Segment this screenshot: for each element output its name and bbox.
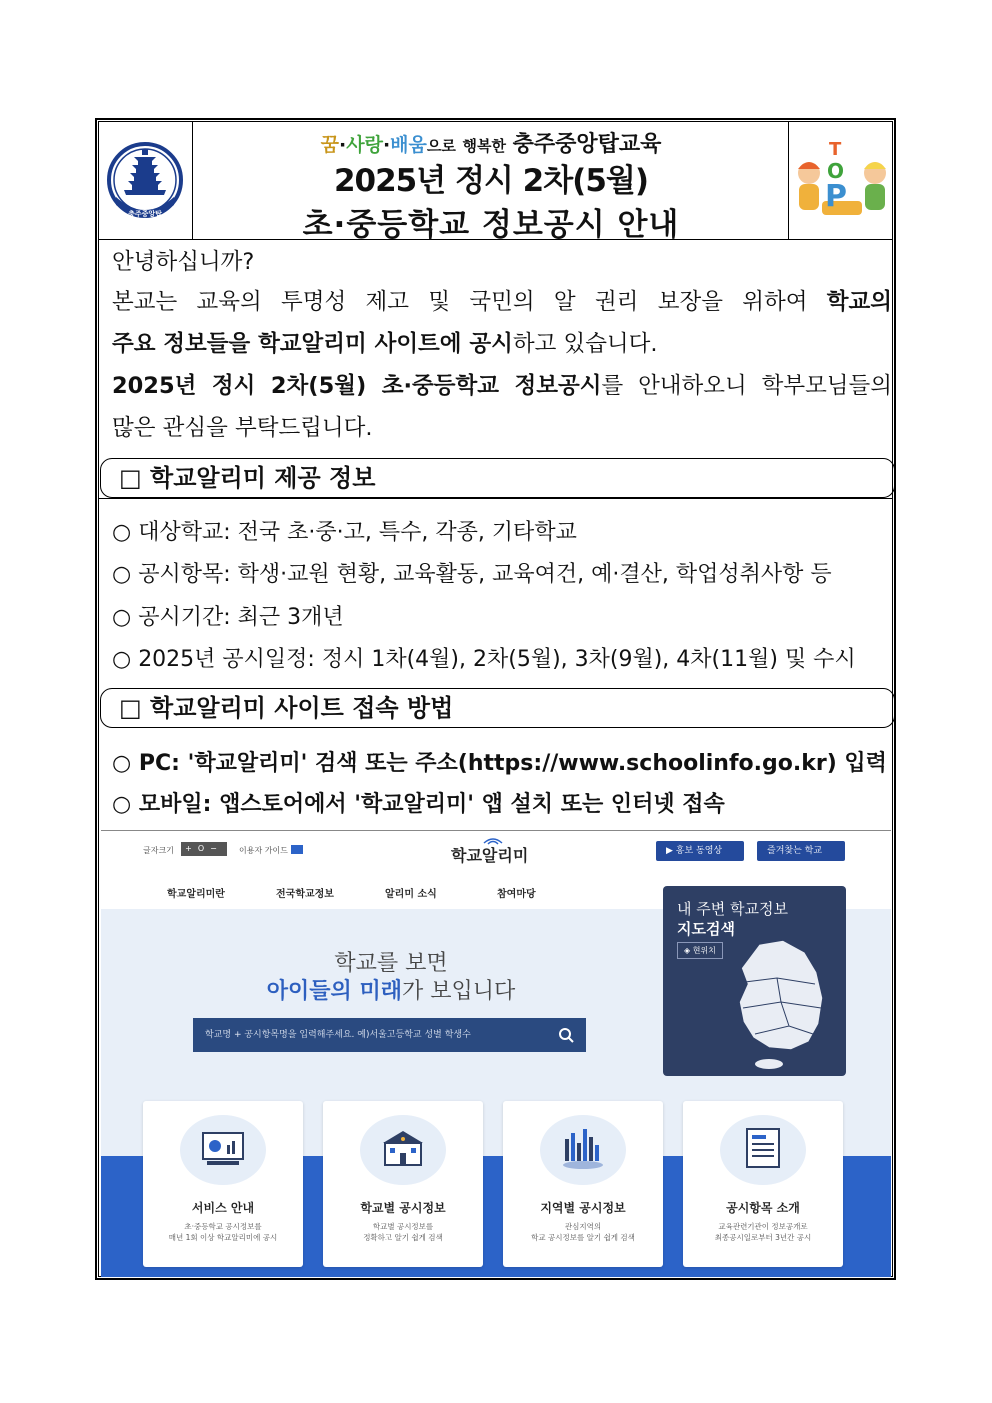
- intro-paragraph-2-line-2: 많은 관심을 부탁드립니다.: [112, 415, 373, 441]
- pagoda-logo-icon: [98, 121, 192, 239]
- card-desc: 초·중등학교 공시정보를: [184, 1222, 262, 1231]
- card-desc: 정확하고 알기 쉽게 검색: [363, 1233, 443, 1242]
- section-heading-access-method: □ 학교알리미 사이트 접속 방법: [100, 688, 895, 728]
- mascot-cell: [788, 121, 893, 239]
- schoolinfo-site-screenshot: [101, 830, 891, 1277]
- card-desc: 학교 공시정보를 알기 쉽게 검색: [531, 1233, 635, 1242]
- site-topbar: [101, 831, 891, 873]
- hero-line-2: [101, 974, 681, 1005]
- mascot-letter-t: T: [829, 139, 842, 160]
- service-card-item-intro[interactable]: [683, 1101, 843, 1267]
- card-desc: 교육관련기관이 정보공개로: [718, 1222, 808, 1231]
- service-card-service-info[interactable]: [143, 1101, 303, 1267]
- hero-highlight: 아이들의 미래: [266, 979, 402, 1004]
- intro-text: 를 안내하오니 학부모님들의: [601, 373, 893, 399]
- slogan-sarang: 사랑: [346, 134, 383, 156]
- site-search-input[interactable]: 학교명 + 공시항목명을 입력해주세요. 예)서울고등학교 성별 학생수: [193, 1018, 586, 1052]
- slogan-euro: 으로: [426, 137, 456, 155]
- list-item: ○ 2025년 공시일정: 정시 1차(4월), 2차(5월), 3차(9월), 4차(11월) 및 수시: [112, 647, 856, 672]
- slogan-dot: ·: [382, 134, 391, 156]
- logo-caption: 충주중앙탑: [128, 210, 162, 218]
- card-title: 서비스 안내: [191, 1201, 255, 1215]
- font-size-label: 글자크기: [143, 846, 174, 855]
- nav-item[interactable]: 알리미 소식: [385, 889, 437, 900]
- nav-item[interactable]: 학교알리미란: [167, 889, 225, 900]
- search-icon[interactable]: [558, 1027, 574, 1043]
- school-logo-cell: [98, 121, 193, 239]
- intro-paragraph-1-line-1: [112, 281, 892, 324]
- intro-text: 본교는 교육의 투명성 제고 및 국민의 알 권리 보장을 위하여: [112, 289, 827, 315]
- mascot-letter-o: O: [827, 159, 845, 183]
- card-title: 공시항목 소개: [726, 1201, 800, 1215]
- map-title-2: 지도검색: [677, 920, 735, 938]
- service-card-region-info[interactable]: [503, 1101, 663, 1267]
- monitor-icon: [291, 845, 303, 854]
- list-item: ○ PC: '학교알리미' 검색 또는 주소(https://www.schoolinfo.go.kr) 입력: [112, 751, 887, 776]
- card-desc: 최종공시일로부터 3년간 공시: [714, 1233, 812, 1242]
- intro-bold: 학교의: [826, 289, 892, 315]
- divider: [98, 498, 893, 499]
- slogan-baeum: 배움: [390, 134, 427, 156]
- slogan-dot: ·: [339, 134, 347, 156]
- monitor-chart-icon: [199, 1129, 247, 1171]
- region-bars-icon: [559, 1125, 607, 1171]
- map-title-1: 내 주변 학교정보: [677, 900, 788, 918]
- slogan-kkum: 꿈: [320, 134, 339, 156]
- list-item: ○ 모바일: 앱스토어에서 '학교알리미' 앱 설치 또는 인터넷 접속: [112, 792, 725, 817]
- intro-bold: 2025년 정시 2차(5월) 초·중등학교 정보공시: [112, 373, 602, 399]
- current-location-button[interactable]: ◈ 현위치: [677, 942, 723, 959]
- section-heading-provided-info: □ 학교알리미 제공 정보: [100, 458, 895, 498]
- intro-paragraph-2-line-1: [112, 365, 892, 408]
- service-card-school-info[interactable]: [323, 1101, 483, 1267]
- title-line-2: 초·중등학교 정보공시 안내: [302, 207, 680, 243]
- slogan: [193, 127, 789, 158]
- school-building-icon: [379, 1127, 427, 1171]
- map-search-card[interactable]: [663, 886, 846, 1076]
- title-line-1: 2025년 정시 2차(5월): [333, 163, 649, 199]
- title-cell: [193, 121, 789, 243]
- nav-item[interactable]: 전국학교정보: [276, 889, 334, 900]
- font-reset[interactable]: O: [197, 844, 211, 853]
- card-desc: 매년 1회 이상 학교알리미에 공시: [168, 1233, 278, 1242]
- card-desc: 학교별 공시정보를: [372, 1222, 434, 1231]
- card-title: 지역별 공시정보: [540, 1201, 626, 1215]
- font-minus[interactable]: −: [210, 844, 223, 853]
- intro-greeting: 안녕하십니까?: [112, 249, 255, 275]
- header-row: [98, 121, 893, 243]
- site-brand[interactable]: 학교알리미: [451, 846, 529, 865]
- intro-text: 하고 있습니다.: [512, 331, 658, 357]
- card-desc: 관심지역의: [564, 1222, 602, 1231]
- hero-line-1: 학교를 보면: [334, 951, 448, 976]
- list-item: ○ 공시기간: 최근 3개년: [112, 605, 344, 630]
- korea-map-icon: [719, 938, 837, 1070]
- list-item: ○ 대상학교: 전국 초·중·고, 특수, 각종, 기타학교: [112, 520, 577, 545]
- document-list-icon: [741, 1125, 785, 1171]
- promo-video-button[interactable]: ▶ 홍보 동영상: [656, 841, 744, 861]
- favorite-schools-button[interactable]: 즐겨찾는 학교: [757, 841, 845, 861]
- intro-bold: 주요 정보들을 학교알리미 사이트에 공시: [112, 331, 513, 357]
- user-guide-link[interactable]: 이용자 가이드: [239, 846, 288, 855]
- hero-rest: 가 보입니다: [401, 979, 516, 1004]
- font-size-controls[interactable]: [181, 842, 227, 856]
- intro-paragraph-1-line-2: [112, 323, 892, 366]
- nav-item[interactable]: 참여마당: [497, 889, 536, 900]
- mascot-letter-p: P: [825, 179, 847, 214]
- slogan-haengbok: 행복한: [462, 137, 506, 155]
- font-plus[interactable]: +: [185, 844, 198, 853]
- slogan-org: 충주중앙탑교육: [512, 132, 662, 157]
- card-title: 학교별 공시정보: [360, 1201, 446, 1215]
- list-item: ○ 공시항목: 학생·교원 현황, 교육활동, 교육여건, 예·결산, 학업성취사항 등: [112, 562, 832, 587]
